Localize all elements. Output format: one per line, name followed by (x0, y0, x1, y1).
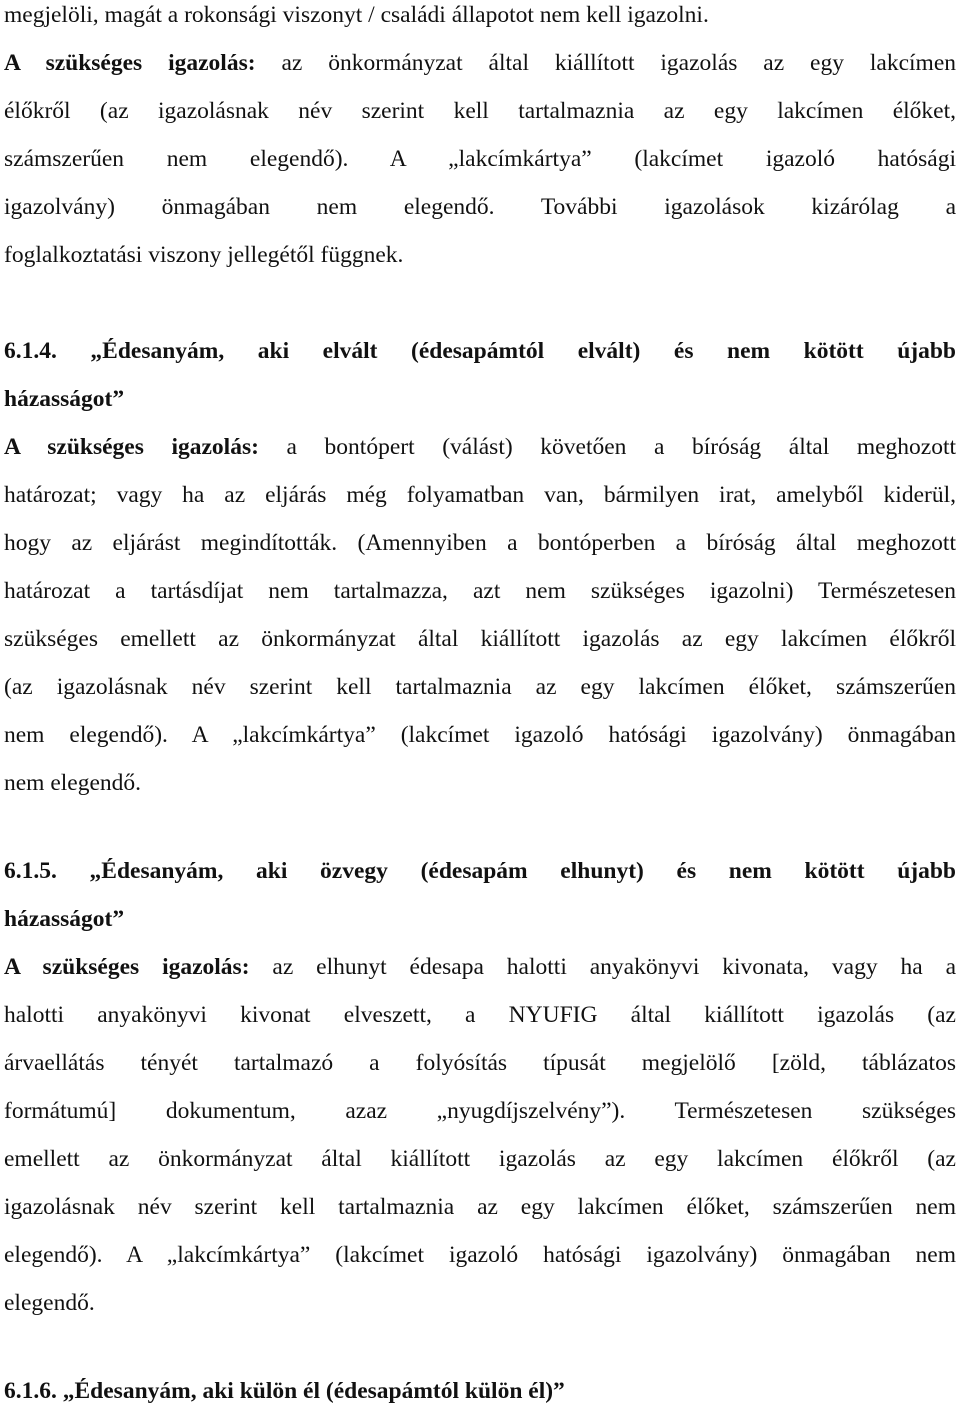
text-line-rest: az önkormányzat által kiállított igazolás az egy lakcímen (281, 50, 957, 76)
text-line-rest: a bontópert (válást) követően a bíróság által meghozott (286, 434, 957, 460)
text-line: halotti anyakönyvi kivonat elveszett, a NYUFIG által kiállított igazolás (az (4, 1002, 956, 1028)
text-line: nem elegendő. (4, 770, 142, 796)
text-line: emellett az önkormányzat által kiállított igazolás az egy lakcímen élőkről (az (4, 1146, 956, 1172)
text-line: hogy az eljárást megindították. (Amennyiben a bontóperben a bíróság által meghozott (4, 530, 956, 556)
text-line: számszerűen nem elegendő). A „lakcímkártya” (lakcímet igazoló hatósági (4, 146, 956, 172)
text-line: határozat a tartásdíjat nem tartalmazza, azt nem szükséges igazolni) Természetesen (4, 578, 956, 604)
bold-prefix: A szükséges igazolás: (4, 954, 250, 980)
section-heading-6-1-5-cont: házasságot” (4, 906, 125, 932)
text-line: árvaellátás tényét tartalmazó a folyósítás típusát megjelölő [zöld, táblázatos (4, 1050, 956, 1076)
section-heading-6-1-4: 6.1.4. „Édesanyám, aki elvált (édesapámtól elvált) és nem kötött újabb (4, 338, 956, 364)
text-line: igazolásnak név szerint kell tartalmaznia az egy lakcímen élőket, számszerűen nem (4, 1194, 956, 1220)
text-line: élőkről (az igazolásnak név szerint kell tartalmaznia az egy lakcímen élőket, (4, 98, 956, 124)
text-line: igazolvány) önmagában nem elegendő. További igazolások kizárólag a (4, 194, 956, 220)
text-line-rest: az elhunyt édesapa halotti anyakönyvi kivonata, vagy ha a (272, 954, 957, 980)
text-line: határozat; vagy ha az eljárás még folyamatban van, bármilyen irat, amelyből kiderül, (4, 482, 956, 508)
bold-prefix: A szükséges igazolás: (4, 434, 259, 460)
section-heading-6-1-4-cont: házasságot” (4, 386, 125, 412)
text-line: elegendő. (4, 1290, 95, 1316)
text-line (4, 952, 956, 982)
text-line (4, 48, 956, 78)
text-line: elegendő). A „lakcímkártya” (lakcímet igazoló hatósági igazolvány) önmagában nem (4, 1242, 956, 1268)
text-line: megjelöli, magát a rokonsági viszonyt / családi állapotot nem kell igazolni. (4, 2, 709, 28)
text-line: (az igazolásnak név szerint kell tartalmaznia az egy lakcímen élőket, számszerűen (4, 674, 956, 700)
text-line: szükséges emellett az önkormányzat által kiállított igazolás az egy lakcímen élőkről (4, 626, 956, 652)
text-line: foglalkoztatási viszony jellegétől függnek. (4, 242, 404, 268)
text-line (4, 432, 956, 462)
text-line: formátumú] dokumentum, azaz „nyugdíjszelvény”). Természetesen szükséges (4, 1098, 956, 1124)
section-heading-6-1-5: 6.1.5. „Édesanyám, aki özvegy (édesapám elhunyt) és nem kötött újabb (4, 858, 956, 884)
section-heading-6-1-6: 6.1.6. „Édesanyám, aki külön él (édesapámtól külön él)” (4, 1378, 565, 1404)
text-line: nem elegendő). A „lakcímkártya” (lakcímet igazoló hatósági igazolvány) önmagában (4, 722, 956, 748)
bold-prefix: A szükséges igazolás: (4, 50, 256, 76)
